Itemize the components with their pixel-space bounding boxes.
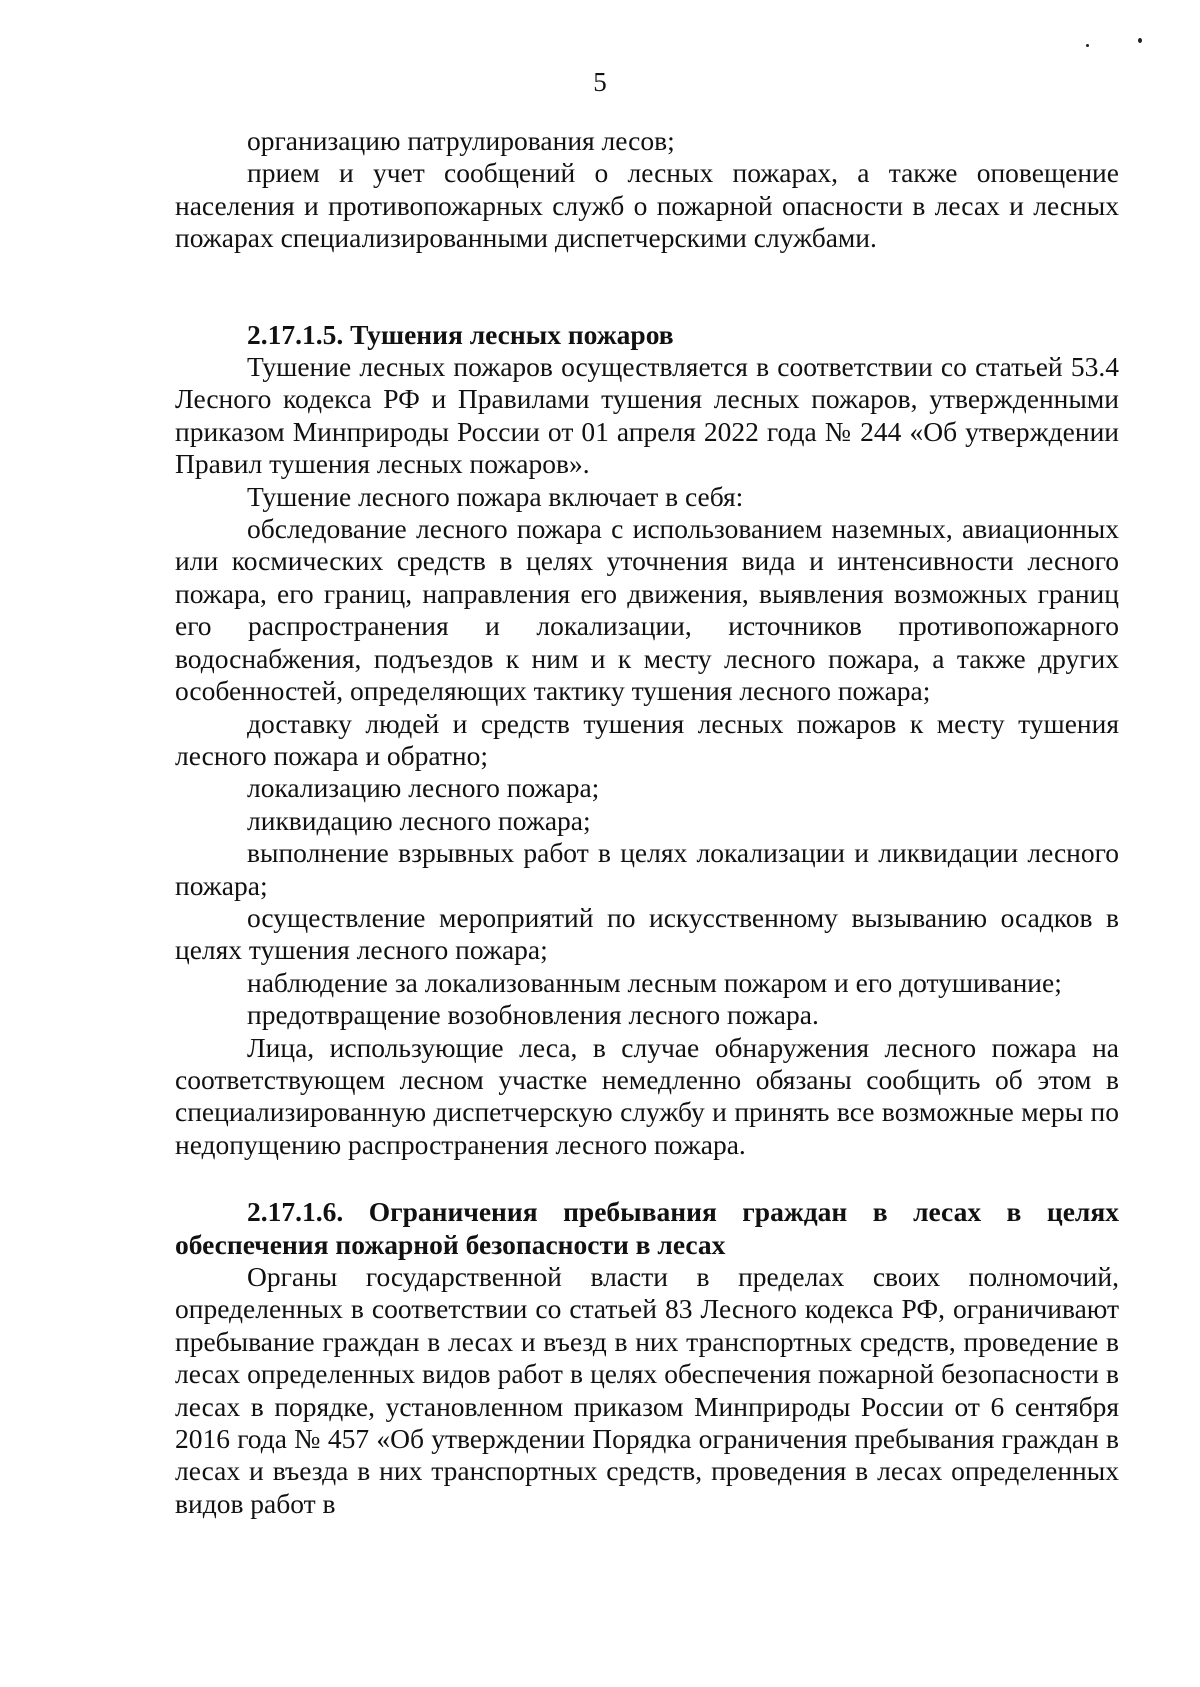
list-item: доставку людей и средств тушения лесных пожаров к месту тушения лесного пожара и обратно;: [175, 707, 1119, 771]
paragraph: Лица, использующие леса, в случае обнаружения лесного пожара на соответствующем лесном участке немедленно обязаны сообщить об этом в специализированную диспетчерскую службу и принять все возможные меры по недопущению распространения лесного пожара.: [175, 1031, 1119, 1160]
list-item: выполнение взрывных работ в целях локализации и ликвидации лесного пожара;: [175, 837, 1119, 901]
section-spacer: [175, 255, 1119, 319]
list-item: ликвидацию лесного пожара;: [247, 804, 591, 836]
paragraph: Тушение лесных пожаров осуществляется в соответствии со статьей 53.4 Лесного кодекса РФ и Правилами тушения лесных пожаров, утвержденными приказом Минприроды России от 01 апреля 2022 года № 244 «Об утверждении Правил тушения лесных пожаров».: [175, 351, 1119, 480]
list-item: обследование лесного пожара с использованием наземных, авиационных или космических средств в целях уточнения вида и интенсивности лесного пожара, его границ, направления его движения, выявления возможных границ его распространения и локализации, источников противопожарного водоснабжения, подъездов к ним и к месту лесного пожара, а также других особенностей, определяющих тактику тушения лесного пожара;: [175, 513, 1119, 707]
section-heading: 2.17.1.6. Ограничения пребывания граждан в лесах в целях обеспечения пожарной безопасности в лесах: [175, 1196, 1119, 1260]
section-heading: 2.17.1.5. Тушения лесных пожаров: [247, 318, 674, 350]
paragraph: прием и учет сообщений о лесных пожарах, а также оповещение населения и противопожарных служб о пожарной опасности в лесах и лесных пожарах специализированными диспетчерскими службами.: [175, 157, 1119, 254]
paragraph: организацию патрулирования лесов;: [247, 125, 675, 156]
page-number: 5: [593, 67, 607, 97]
list-item: предотвращение возобновления лесного пожара.: [247, 999, 819, 1031]
paragraph: Тушение лесного пожара включает в себя:: [247, 480, 744, 512]
list-item: осуществление мероприятий по искусственному вызыванию осадков в целях тушения лесного пожара;: [175, 901, 1119, 966]
document-body: [175, 125, 1119, 1520]
list-item: наблюдение за локализованным лесным пожаром и его дотушивание;: [247, 966, 1062, 998]
scan-speck: [1086, 44, 1089, 47]
section-spacer: [175, 1161, 1119, 1196]
scan-speck: [1138, 38, 1142, 43]
list-item: локализацию лесного пожара;: [247, 772, 600, 804]
paragraph: Органы государственной власти в пределах своих полномочий, определенных в соответствии со статьей 83 Лесного кодекса РФ, ограничивают пребывание граждан в лесах и въезд в них транспортных средств, проведение в лесах определенных видов работ в целях обеспечения пожарной безопасности в лесах в порядке, установленном приказом Минприроды России от 6 сентября 2016 года № 457 «Об утверждении Порядка ограничения пребывания граждан в лесах и въезда в них транспортных средств, проведения в лесах определенных видов работ в: [175, 1261, 1119, 1519]
